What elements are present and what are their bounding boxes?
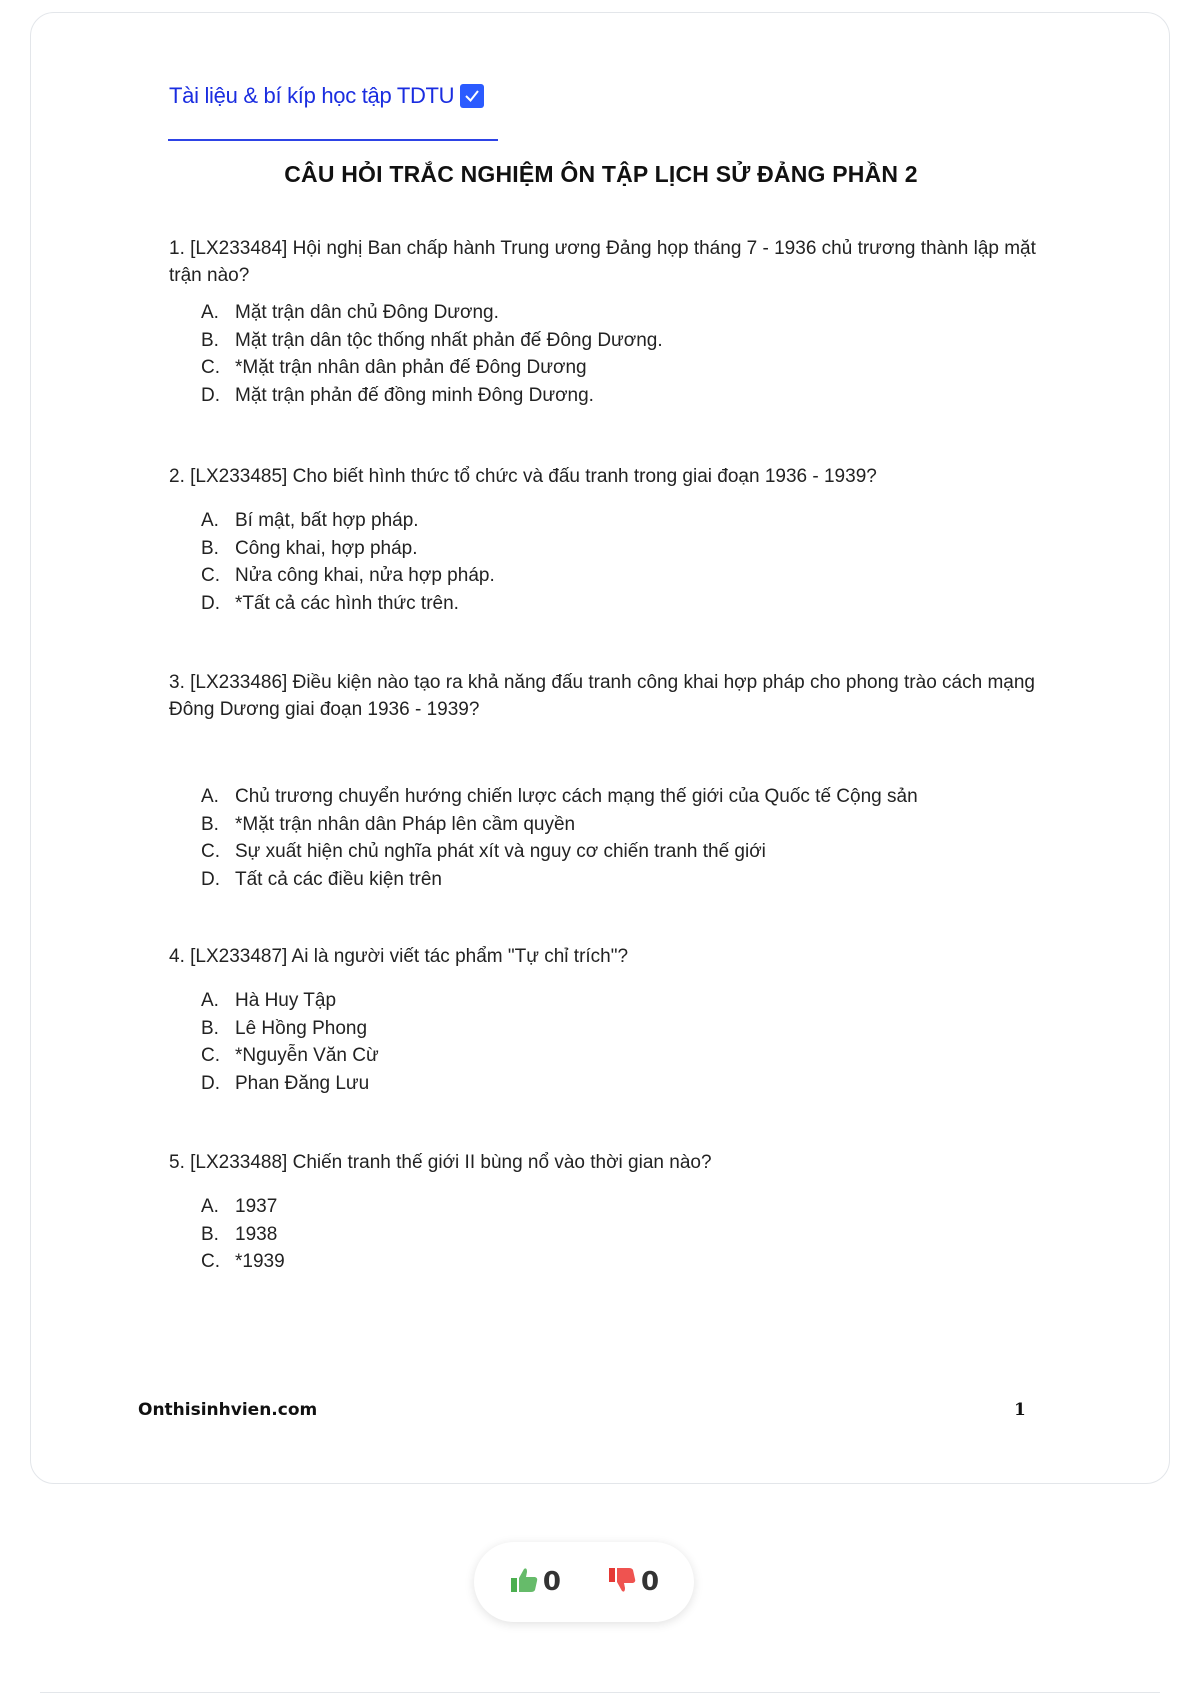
question-5: 5. [LX233488] Chiến tranh thế giới II bùng nổ vào thời gian nào? <box>169 1152 712 1173</box>
option: D. Phan Đăng Lưu <box>201 1072 370 1094</box>
option: A. 1937 <box>201 1196 278 1217</box>
option: A. Mặt trận dân chủ Đông Dương. <box>201 302 499 323</box>
footer-site-name: Onthisinhvien.com <box>138 1400 318 1420</box>
brand-header <box>169 83 484 109</box>
question-3-options <box>201 783 918 893</box>
option: D. *Tất cả các hình thức trên. <box>201 592 459 614</box>
option: B. Công khai, hợp pháp. <box>201 537 418 559</box>
option: B. Lê Hồng Phong <box>201 1017 368 1039</box>
document-title: CÂU HỎI TRẮC NGHIỆM ÔN TẬP LỊCH SỬ ĐẢNG PHẦN 2 <box>284 161 918 187</box>
brand-text: Tài liệu & bí kíp học tập TDTU <box>169 83 455 108</box>
bottom-divider <box>40 1692 1160 1693</box>
thumbs-up-icon <box>509 1566 539 1599</box>
question-5-options <box>201 1193 285 1276</box>
option: A. Bí mật, bất hợp pháp. <box>201 510 419 531</box>
option: A. Chủ trương chuyển hướng chiến lược cách mạng thế giới của Quốc tế Cộng sản <box>201 786 918 807</box>
option: A. Hà Huy Tập <box>201 990 337 1011</box>
question-4: 4. [LX233487] Ai là người viết tác phẩm "Tự chỉ trích"? <box>169 946 629 967</box>
option: D. Mặt trận phản đế đồng minh Đông Dương. <box>201 384 594 406</box>
document-page <box>30 12 1170 1484</box>
header-underline <box>168 139 498 141</box>
option: C. *Nguyễn Văn Cừ <box>201 1045 379 1066</box>
option: C. Sự xuất hiện chủ nghĩa phát xít và nguy cơ chiến tranh thế giới <box>201 841 766 862</box>
option: B. Mặt trận dân tộc thống nhất phản đế Đông Dương. <box>201 329 663 351</box>
question-2-options <box>201 507 495 617</box>
footer-page-number: 1 <box>1014 1400 1026 1420</box>
question-4-options <box>201 987 379 1097</box>
question-1-options <box>201 299 663 409</box>
vote-bar <box>474 1542 694 1622</box>
option: D. Tất cả các điều kiện trên <box>201 868 442 890</box>
question-3: 3. [LX233486] Điều kiện nào tạo ra khả năng đấu tranh công khai hợp pháp cho phong trào cách mạng Đông Dương giai đoạn 1936 - 1939? <box>169 672 1035 720</box>
option: C. Nửa công khai, nửa hợp pháp. <box>201 565 495 586</box>
dislike-count: 0 <box>641 1567 660 1597</box>
checkmark-icon <box>460 84 484 108</box>
option: B. *Mặt trận nhân dân Pháp lên cầm quyền <box>201 813 576 835</box>
option: C. *1939 <box>201 1251 285 1272</box>
question-2: 2. [LX233485] Cho biết hình thức tổ chức và đấu tranh trong giai đoạn 1936 - 1939? <box>169 466 877 487</box>
thumbs-down-icon <box>607 1566 637 1599</box>
like-button[interactable] <box>509 1566 561 1599</box>
question-1: 1. [LX233484] Hội nghị Ban chấp hành Trung ương Đảng họp tháng 7 - 1936 chủ trương thành lập mặt trận nào? <box>169 238 1036 286</box>
option: B. 1938 <box>201 1223 278 1245</box>
dislike-button[interactable] <box>607 1566 659 1599</box>
like-count: 0 <box>542 1567 561 1597</box>
option: C. *Mặt trận nhân dân phản đế Đông Dương <box>201 357 587 378</box>
